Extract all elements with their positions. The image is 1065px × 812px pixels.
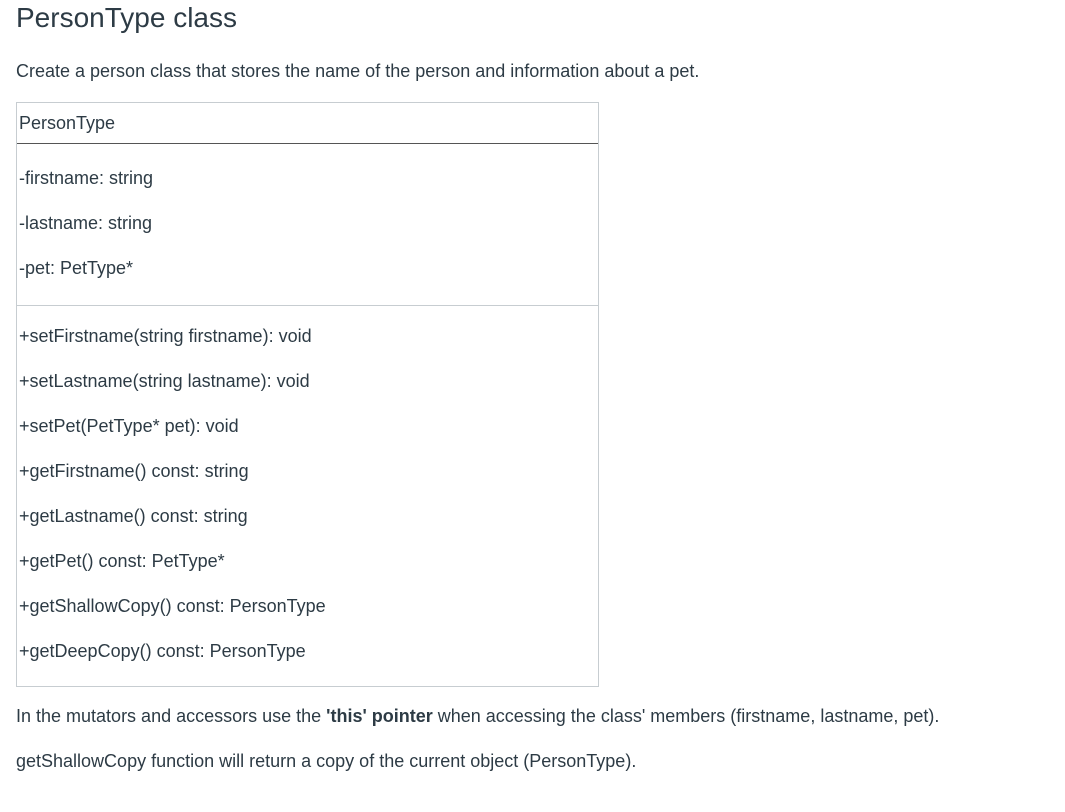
uml-method: +setLastname(string lastname): void [19,371,310,391]
uml-method: +getLastname() const: string [19,506,248,526]
uml-method: +getFirstname() const: string [19,461,249,481]
uml-attributes-section [17,144,598,306]
instruction-paragraph [16,706,939,727]
uml-methods-section [17,306,598,686]
uml-attribute: -pet: PetType* [19,258,134,278]
uml-class-name-section [17,103,598,144]
uml-method: +getDeepCopy() const: PersonType [19,641,306,661]
uml-attribute: -lastname: string [19,213,153,233]
shallow-copy-paragraph: getShallowCopy function will return a copy of the current object (PersonType). [16,751,637,771]
uml-attribute: -firstname: string [19,168,154,188]
page-title: PersonType class [16,2,237,33]
uml-class-name: PersonType [19,113,116,133]
instruction-text-after: when accessing the class' members (firstname, lastname, pet). [432,706,940,726]
uml-method: +setPet(PetType* pet): void [19,416,239,436]
uml-class-diagram [16,102,599,687]
uml-method: +getPet() const: PetType* [19,551,225,571]
intro-text: Create a person class that stores the name of the person and information about a pet. [16,61,700,81]
uml-method: +getShallowCopy() const: PersonType [19,596,326,616]
instruction-text-before: In the mutators and accessors use the [16,706,327,726]
uml-method: +setFirstname(string firstname): void [19,326,312,346]
this-pointer-emphasis: 'this' pointer [326,706,433,726]
